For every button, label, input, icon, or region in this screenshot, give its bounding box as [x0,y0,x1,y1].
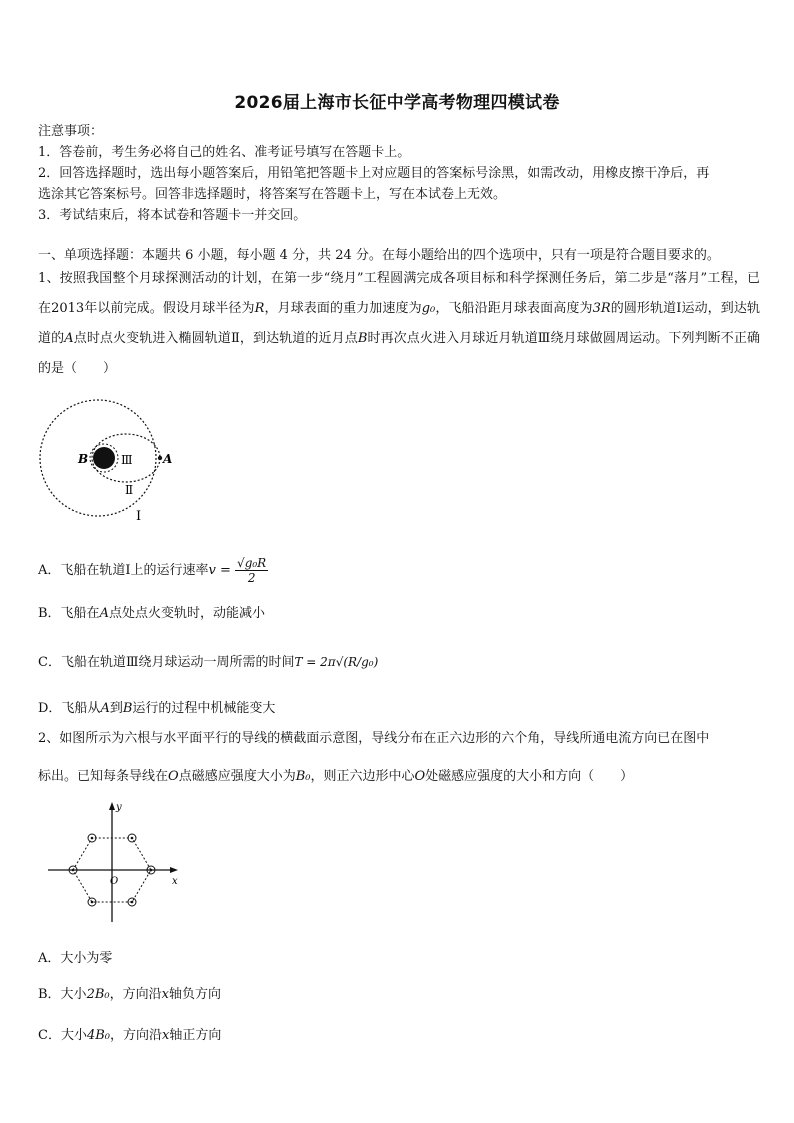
point-A [158,456,162,460]
question-1-stem: 1、按照我国整个月球探测活动的计划，在第一步“绕月”工程圆满完成各项目标和科学探测任务后，第二步是“落月”工程，已在2013年以前完成。假设月球半径为R，月球表面的重力加速度为g₀，飞船沿距月球表面高度为3R的圆形轨道Ⅰ运动，到达轨道的A点时点火变轨进入椭圆轨道Ⅱ，到达轨道的近月点B时再次点火进入月球近月轨道Ⅲ绕月球做圆周运动。下列判断不正确的是（ ） [38,271,760,376]
q1-option-D: D．飞船从A到B运行的过程中机械能变大 [38,701,276,716]
origin-label: O [110,876,119,887]
x-axis-label: x [172,876,178,887]
notice-item-2-cont: 选涂其它答案标号。回答非选择题时，将答案写在答题卡上，写在本试卷上无效。 [38,187,507,202]
notice-heading: 注意事项： [38,124,104,139]
var-3R: 3R [592,301,611,316]
formula-fraction: $\frac{\text{√g₀R}}{2}$ [237,556,267,585]
label-orbit-III: Ⅲ [121,453,133,467]
q1-option-C: C．飞船在轨道Ⅲ绕月球运动一周所需的时间T = 2π√(R/g₀) [38,655,379,670]
var-A: A [64,331,74,346]
notice-item-1: 1．答卷前，考生务必将自己的姓名、准考证号填写在答题卡上。 [38,145,411,160]
var-B: B [357,331,368,346]
question-2-line-2: 标出。已知每条导线在O点磁感应强度大小为B₀，则正六边形中心O处磁感应强度的大小和方向（ ） [38,769,634,784]
label-B: B [78,452,89,466]
notice-item-3: 3．考试结束后，将本试卷和答题卡一并交回。 [38,208,307,223]
q2-option-C: C．大小4B₀，方向沿x轴正方向 [38,1028,222,1043]
label-orbit-I: Ⅰ [136,509,142,524]
y-axis-arrow [109,802,115,810]
label-A: A [163,452,173,466]
q1-option-A: A．飞船在轨道Ⅰ上的运行速率v = $\frac{\text{√g₀R}}{2}$ [38,556,267,585]
q1-option-B: B．飞船在A点处点火变轨时，动能减小 [38,606,265,621]
label-orbit-II: Ⅱ [125,483,134,497]
orbit-diagram [36,396,176,526]
question-2-line-1: 2、如图所示为六根与水平面平行的导线的横截面示意图，导线分布在正六边形的六个角，导线所通电流方向已在图中 [38,731,710,746]
q2-option-A: A．大小为零 [38,951,113,966]
moon [93,447,115,469]
notice-item-2: 2．回答选择题时，选出每小题答案后，用铅笔把答题卡上对应题目的答案标号涂黑，如需改动，用橡皮擦干净后，再 [38,166,710,181]
q2-option-B: B．大小2B₀，方向沿x轴负方向 [38,987,221,1002]
y-axis-label: y [116,802,122,813]
section-heading: 一、单项选择题：本题共 6 小题，每小题 4 分，共 24 分。在每小题给出的四个选项中，只有一项是符合题目要求的。 [38,248,720,263]
var-g0: g₀ [421,301,436,316]
hexagon-wires-diagram [44,798,184,928]
var-R: R [254,301,265,316]
x-axis-arrow [170,867,178,873]
page-title: 2026届上海市长征中学高考物理四模试卷 [234,93,560,113]
